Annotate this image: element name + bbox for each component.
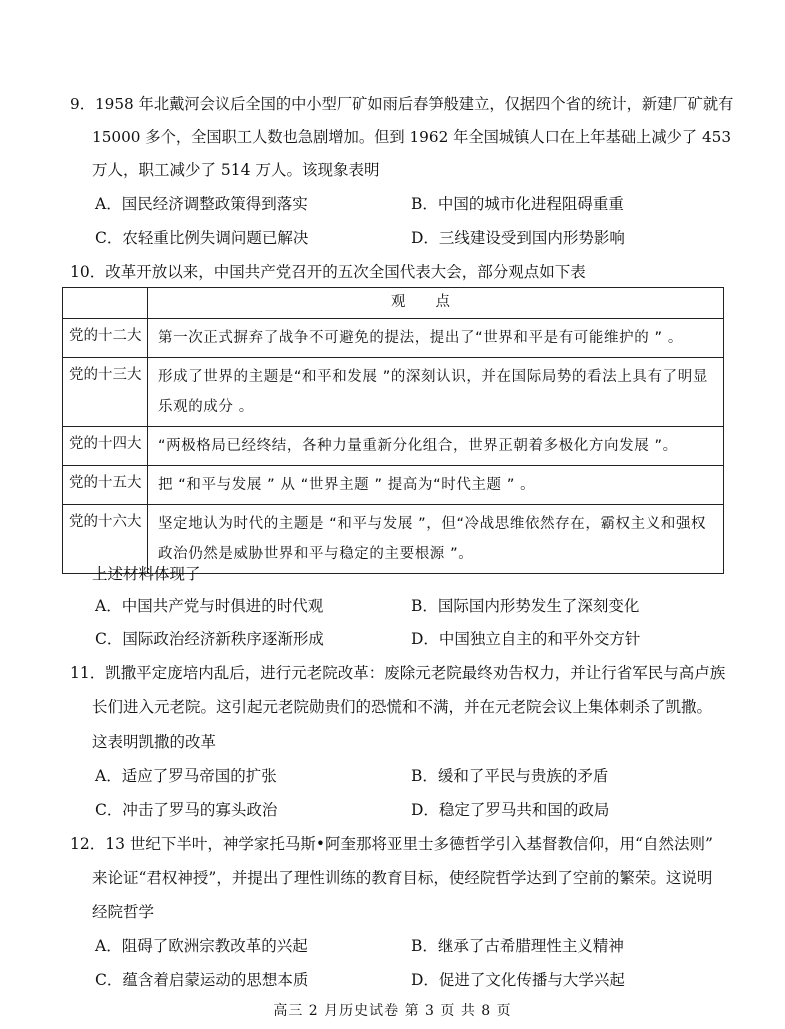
table-row bbox=[63, 427, 724, 466]
table-row bbox=[63, 319, 724, 358]
table-cell-view: 形成了世界的主题是“和平和发展 ”的深刻认识，并在国际局势的看法上具有了明显乐观的成分 。 bbox=[148, 358, 724, 427]
page-footer: 高三 2 月历史试卷 第 3 页 共 8 页 bbox=[273, 1003, 512, 1019]
q11-option-b[interactable]: B．缓和了平民与贵族的矛盾 bbox=[411, 767, 609, 785]
table-row bbox=[63, 466, 724, 505]
q9-stem-line-2: 15000 多个，全国职工人数也急剧增加。但到 1962 年全国城镇人口在上年基础上减少了 453 bbox=[92, 128, 732, 146]
q12-option-d[interactable]: D．促进了文化传播与大学兴起 bbox=[411, 971, 625, 989]
q11-option-a[interactable]: A．适应了罗马帝国的扩张 bbox=[95, 767, 277, 785]
q10-option-a[interactable]: A．中国共产党与时俱进的时代观 bbox=[95, 597, 324, 615]
q10-stem: 10．改革开放以来，中国共产党召开的五次全国代表大会，部分观点如下表 bbox=[70, 263, 586, 281]
q12-option-a[interactable]: A．阻碍了欧洲宗教改革的兴起 bbox=[95, 937, 308, 955]
q9-option-b[interactable]: B．中国的城市化进程阻碍重重 bbox=[411, 195, 624, 213]
q11-stem-line-2: 长们进入元老院。这引起元老院勋贵们的恐慌和不满，并在元老院会议上集体刺杀了凯撒。 bbox=[92, 698, 713, 716]
table-header-row bbox=[63, 288, 724, 319]
q11-option-d[interactable]: D．稳定了罗马共和国的政局 bbox=[411, 801, 610, 819]
q9-option-a[interactable]: A．国民经济调整政策得到落实 bbox=[95, 195, 308, 213]
q9-stem-line-1: 9．1958 年北戴河会议后全国的中小型厂矿如雨后春笋般建立，仅据四个省的统计，新建厂矿就有 bbox=[70, 95, 734, 113]
table-cell-view: “两极格局已经终结，各种力量重新分化组合，世界正朝着多极化方向发展 ”。 bbox=[148, 427, 724, 466]
table-cell-congress: 党的十四大 bbox=[63, 427, 148, 466]
q10-option-b[interactable]: B．国际国内形势发生了深刻变化 bbox=[411, 597, 640, 615]
q11-stem-line-3: 这表明凯撒的改革 bbox=[92, 733, 217, 751]
table-cell-view: 把 “和平与发展 ” 从 “世界主题 ” 提高为“时代主题 ” 。 bbox=[148, 466, 724, 505]
q9-option-d[interactable]: D．三线建设受到国内形势影响 bbox=[411, 229, 625, 247]
q9-stem-line-3: 万人，职工减少了 514 万人。该现象表明 bbox=[92, 161, 380, 179]
q10-option-c[interactable]: C．国际政治经济新秩序逐渐形成 bbox=[95, 630, 324, 648]
q11-option-c[interactable]: C．冲击了罗马的寡头政治 bbox=[95, 801, 278, 819]
q11-stem-line-1: 11．凯撒平定庞培内乱后，进行元老院改革：废除元老院最终劝告权力，并让行省军民与高卢族 bbox=[70, 664, 726, 682]
table-cell-view: 第一次正式摒弃了战争不可避免的提法，提出了“世界和平是有可能维护的 ” 。 bbox=[148, 319, 724, 358]
q12-option-b[interactable]: B．继承了古希腊理性主义精神 bbox=[411, 937, 624, 955]
q12-stem-line-1: 12．13 世纪下半叶，神学家托马斯•阿奎那将亚里士多德哲学引入基督教信仰，用“自然法则” bbox=[70, 835, 713, 853]
table-cell-view: 坚定地认为时代的主题是 “和平与发展 ”，但“冷战思维依然存在，霸权主义和强权政治仍然是威胁世界和平与稳定的主要根源 ”。 bbox=[148, 505, 724, 574]
table-cell-congress: 党的十五大 bbox=[63, 466, 148, 505]
q9-option-c[interactable]: C．农轻重比例失调问题已解决 bbox=[95, 229, 309, 247]
q12-stem-line-2: 来论证“君权神授”，并提出了理性训练的教育目标，使经院哲学达到了空前的繁荣。这说明 bbox=[92, 869, 713, 887]
table-cell-congress: 党的十六大 bbox=[63, 505, 148, 574]
table-header-view: 观点 bbox=[148, 288, 724, 319]
table-cell-congress: 党的十二大 bbox=[63, 319, 148, 358]
table-row bbox=[63, 358, 724, 427]
q12-stem-line-3: 经院哲学 bbox=[92, 903, 155, 921]
q10-table bbox=[62, 287, 724, 574]
q10-after-text: 上述材料体现了 bbox=[92, 565, 201, 583]
table-header-blank bbox=[63, 288, 148, 319]
q12-option-c[interactable]: C．蕴含着启蒙运动的思想本质 bbox=[95, 971, 309, 989]
table-cell-congress: 党的十三大 bbox=[63, 358, 148, 427]
q10-option-d[interactable]: D．中国独立自主的和平外交方针 bbox=[411, 630, 641, 648]
